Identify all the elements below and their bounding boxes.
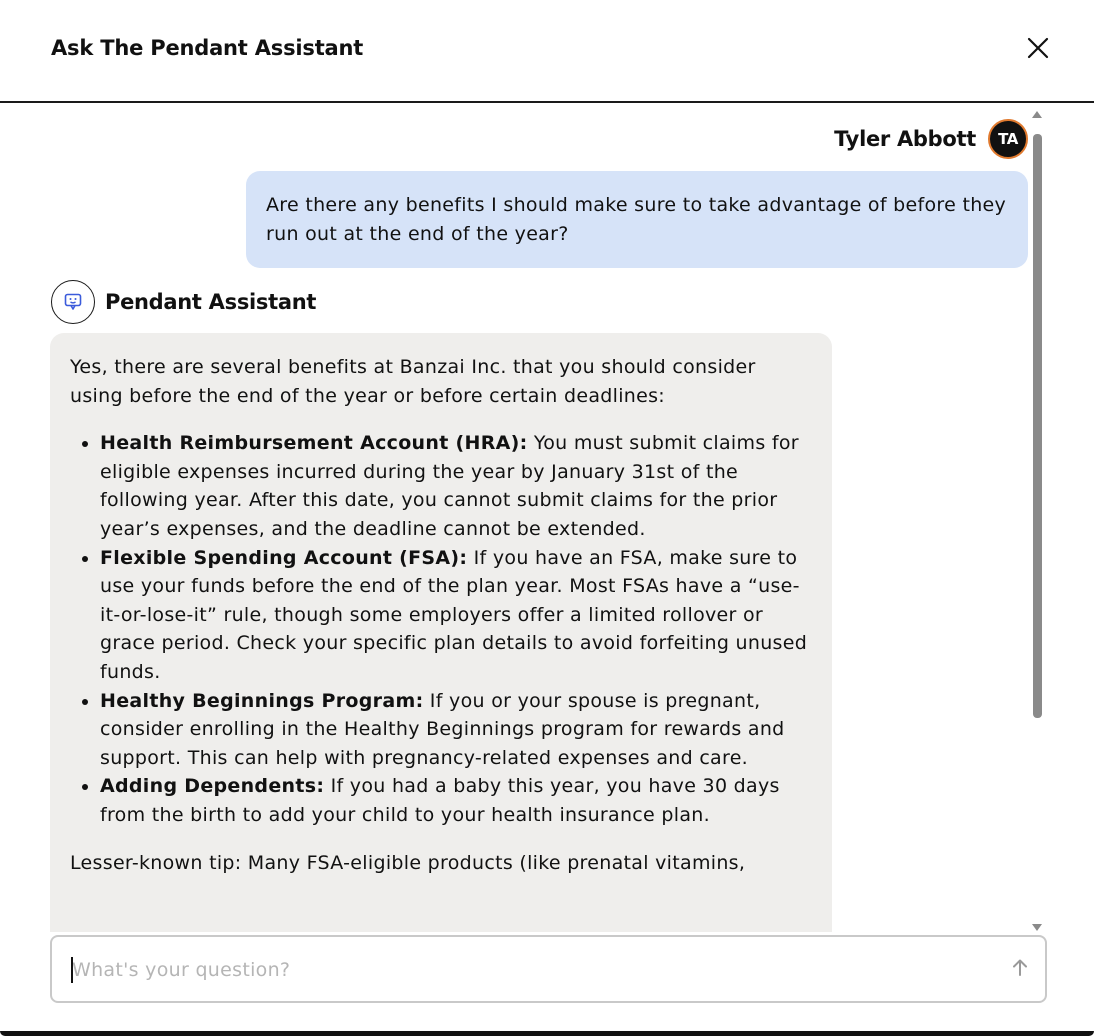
- list-item-title: Healthy Beginnings Program:: [100, 689, 424, 712]
- chat-log[interactable]: [0, 104, 1094, 932]
- list-item: [100, 772, 812, 829]
- user-message-header: [834, 116, 1028, 162]
- scroll-down-icon[interactable]: [1030, 920, 1044, 934]
- chat-scrollbar[interactable]: [1030, 108, 1044, 934]
- dialog-bottom-border: [0, 1031, 1094, 1036]
- list-item-text: If you have an FSA, make sure to use your funds before the end of the plan year. Most FSAs have a “use-it-or-lose-it” rule, though some employers offer a limited rollover or grace period. Check your specific plan details to avoid forfeiting unused funds.: [100, 546, 808, 683]
- assistant-tip: Lesser-known tip: Many FSA-eligible products (like prenatal vitamins,: [70, 851, 746, 874]
- list-item-title: Health Reimbursement Account (HRA):: [100, 432, 528, 455]
- question-input[interactable]: [70, 937, 974, 1003]
- list-item-text: If you or your spouse is pregnant, consider enrolling in the Healthy Beginnings program for rewards and support. This can help with pregnancy-related expenses and care.: [100, 689, 785, 769]
- user-name: Tyler Abbott: [834, 127, 976, 151]
- dialog-title: Ask The Pendant Assistant: [51, 36, 364, 60]
- scrollbar-thumb[interactable]: [1033, 134, 1042, 718]
- text-caret: [71, 957, 73, 983]
- assistant-message-header: [51, 280, 316, 324]
- question-input-box[interactable]: [50, 935, 1047, 1003]
- list-item: [100, 429, 812, 543]
- list-item: [100, 687, 812, 773]
- close-icon[interactable]: [1024, 34, 1052, 62]
- arrow-up-icon[interactable]: [1007, 955, 1033, 981]
- scroll-up-icon[interactable]: [1030, 108, 1044, 122]
- list-item-title: Adding Dependents:: [100, 775, 325, 798]
- user-avatar: TA: [988, 119, 1028, 159]
- list-item-text: If you had a baby this year, you have 30 days from the birth to add your child to your health insurance plan.: [100, 775, 780, 826]
- dialog-header: [0, 0, 1094, 103]
- chat-bubble-icon: [51, 280, 95, 324]
- list-item-title: Flexible Spending Account (FSA):: [100, 546, 468, 569]
- assistant-message-bubble: [50, 333, 832, 932]
- list-item-text: You must submit claims for eligible expenses incurred during the year by January 31st of the following year. After this date, you cannot submit claims for the prior year’s expenses, and the deadline cannot be extended.: [100, 432, 799, 540]
- assistant-name: Pendant Assistant: [105, 290, 317, 314]
- user-message-bubble: Are there any benefits I should make sure to take advantage of before they run out at the end of the year?: [246, 171, 1028, 268]
- benefits-list: [70, 429, 812, 829]
- list-item: [100, 544, 812, 687]
- assistant-intro: Yes, there are several benefits at Banzai Inc. that you should consider using before the end of the year or before certain deadlines:: [70, 356, 756, 407]
